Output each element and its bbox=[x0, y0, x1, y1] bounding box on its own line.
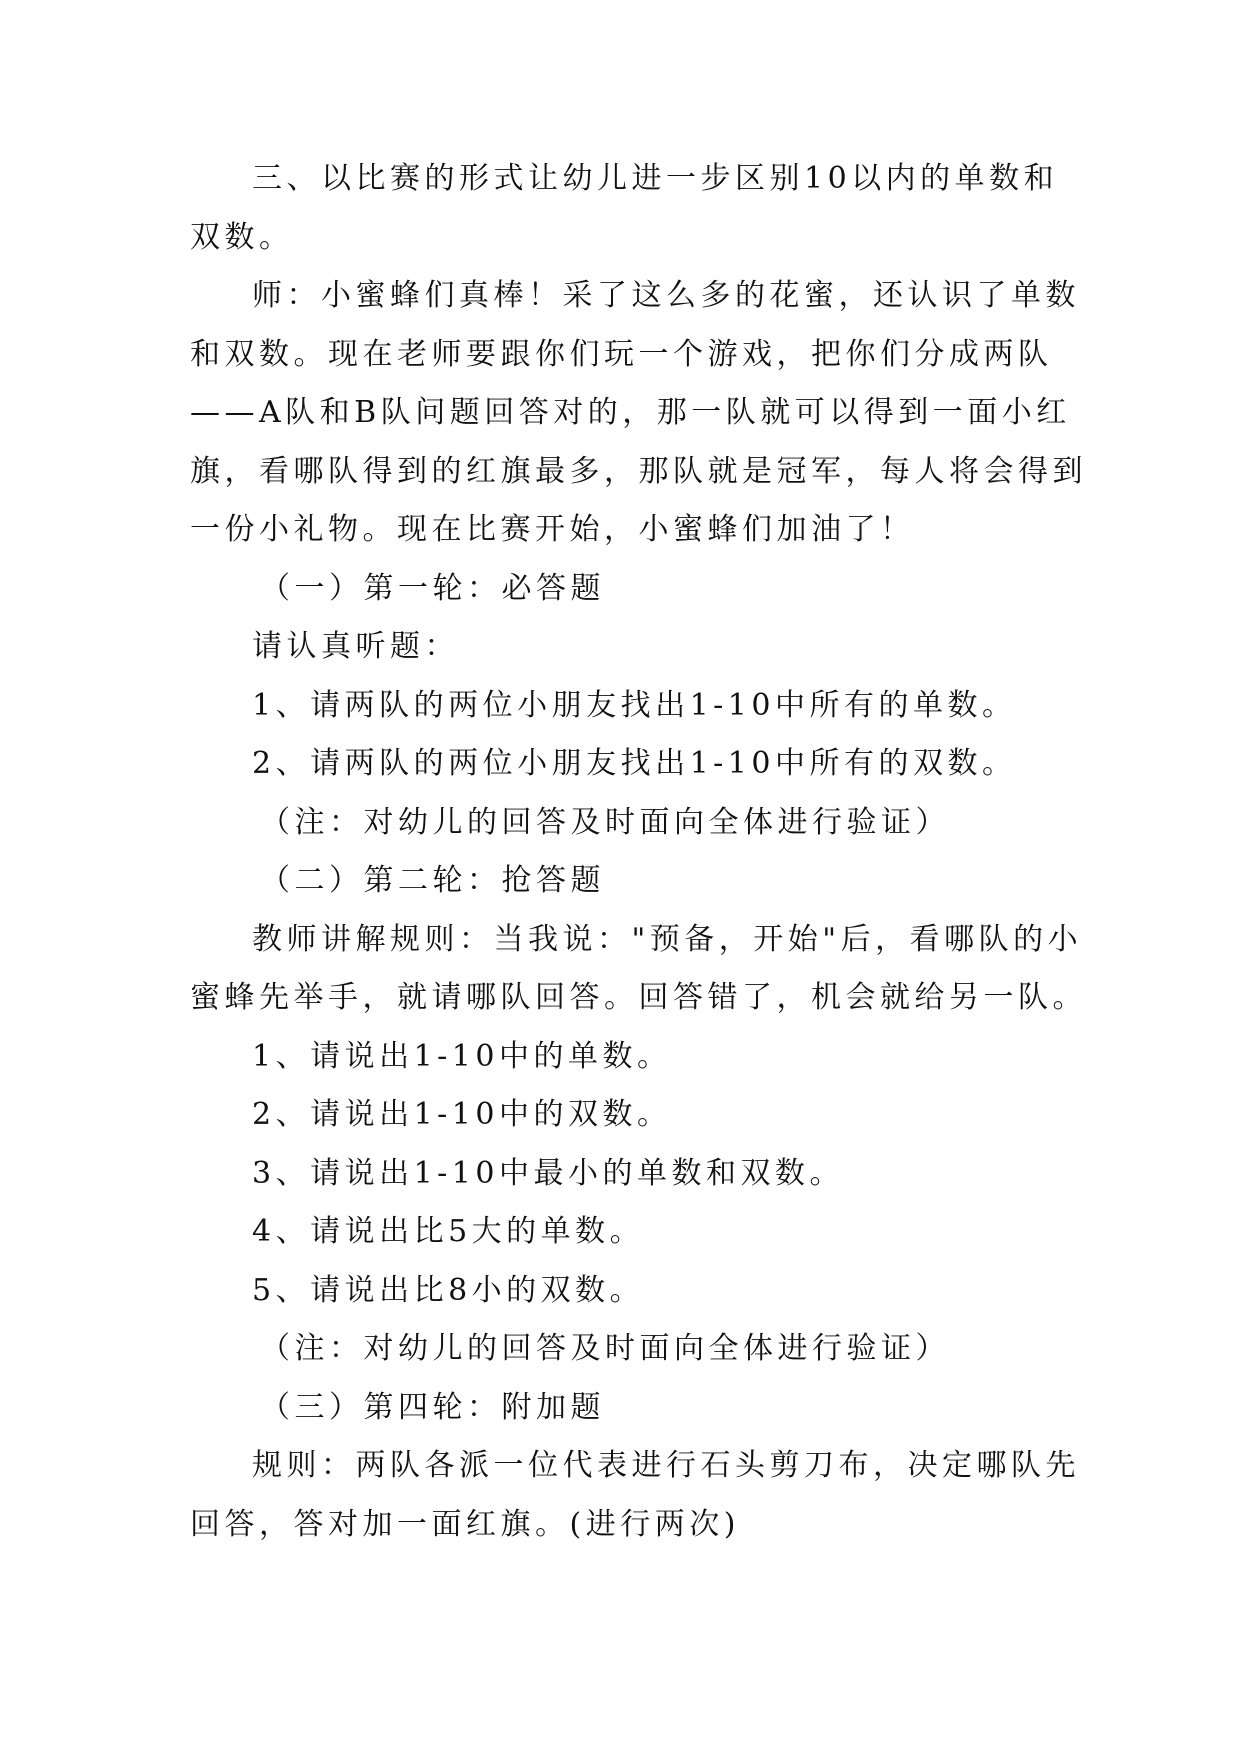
list-item: 1、请说出1-10中的单数。 bbox=[252, 1038, 672, 1074]
note-line: （注：对幼儿的回答及时面向全体进行验证） bbox=[260, 804, 950, 840]
paragraph-line: 一份小礼物。现在比赛开始，小蜜蜂们加油了！ bbox=[190, 512, 915, 547]
list-item: 4、请说出比5大的单数。 bbox=[252, 1214, 645, 1249]
note-line: （注：对幼儿的回答及时面向全体进行验证） bbox=[260, 1331, 950, 1366]
paragraph-line: 回答，答对加一面红旗。(进行两次) bbox=[190, 1506, 740, 1542]
section-heading-three: 三、以比赛的形式让幼儿进一步区别10以内的单数和 bbox=[252, 161, 1059, 196]
paragraph-line: 双数。 bbox=[190, 219, 294, 255]
paragraph-line: 规则：两队各派一位代表进行石头剪刀布，决定哪队先 bbox=[252, 1448, 1080, 1483]
list-item: 2、请两队的两位小朋友找出1-10中所有的双数。 bbox=[252, 746, 1017, 781]
list-item: 2、请说出1-10中的双数。 bbox=[252, 1097, 672, 1132]
list-item: 5、请说出比8小的双数。 bbox=[252, 1272, 645, 1308]
list-item: 3、请说出1-10中最小的单数和双数。 bbox=[252, 1155, 844, 1191]
document-body bbox=[190, 150, 1087, 1554]
paragraph-line: 旗，看哪队得到的红旗最多，那队就是冠军，每人将会得到 bbox=[190, 453, 1087, 489]
paragraph-line: 师：小蜜蜂们真棒！采了这么多的花蜜，还认识了单数 bbox=[252, 278, 1080, 313]
paragraph-line: 蜜蜂先举手，就请哪队回答。回答错了，机会就给另一队。 bbox=[190, 980, 1087, 1015]
paragraph-line: 教师讲解规则：当我说："预备，开始"后，看哪队的小 bbox=[252, 921, 1083, 957]
round-one-heading: （一）第一轮：必答题 bbox=[260, 570, 605, 606]
round-two-heading: （二）第二轮：抢答题 bbox=[260, 863, 605, 898]
list-item: 1、请两队的两位小朋友找出1-10中所有的单数。 bbox=[252, 687, 1017, 723]
paragraph-line: ——A队和B队问题回答对的，那一队就可以得到一面小红 bbox=[190, 395, 1071, 430]
round-three-heading: （三）第四轮：附加题 bbox=[260, 1389, 605, 1425]
paragraph-line: 请认真听题： bbox=[252, 629, 459, 664]
paragraph-line: 和双数。现在老师要跟你们玩一个游戏，把你们分成两队 bbox=[190, 336, 1053, 372]
